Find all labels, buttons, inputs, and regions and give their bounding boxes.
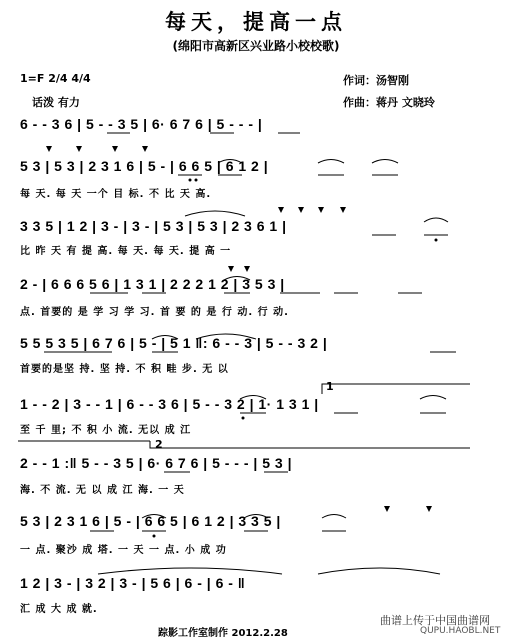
score-lyrics-row-6: 至 千 里; 不 积 小 流. 无以 成 江 — [20, 425, 192, 436]
slur-mark — [424, 218, 448, 222]
volta-second-label: 2 — [155, 438, 163, 451]
score-notes-row-5: 5 5 5 3 5 | 6 7 6 | 5 - | 5 1 ‖: 6 - - 3 | 5 - - 3 2 | — [20, 335, 328, 351]
octave-dot — [189, 179, 192, 182]
score-notes-row-8: 5 3 | 2 3 1 6 | 5 - | 6 6 5 | 6 1 2 | 3 3 5 | — [20, 513, 281, 529]
composer-credit: 作曲：蒋丹 文晓玲 — [343, 96, 435, 109]
slur-mark — [196, 334, 256, 339]
slur-mark — [420, 396, 446, 400]
volta-first-label: 1 — [326, 380, 334, 393]
slur-mark — [318, 160, 344, 164]
slur-mark — [240, 396, 266, 400]
watermark-text: 曲谱上传于中国曲谱网 — [380, 614, 490, 627]
score-lyrics-row-9: 汇 成 大 成 就. — [20, 604, 98, 615]
score-notes-row-9: 1 2 | 3 - | 3 2 | 3 - | 5 6 | 6 - | 6 - ‖ — [20, 575, 246, 591]
score-notes-row-7: 2 - - 1 :‖ 5 - - 3 5 | 6· 6 7 6 | 5 - - - | 5 3 | — [20, 455, 292, 471]
score-lyrics-row-7: 海. 不 流. 无 以 成 江 海. 一 天 — [20, 485, 185, 496]
watermark-url: QUPU.HAOBL.NET — [420, 626, 501, 636]
slur-mark — [322, 515, 346, 519]
octave-dot — [242, 417, 245, 420]
accent-mark — [112, 146, 118, 152]
score-lyrics-row-2: 每 天. 每 天 一个 目 标. 不 比 天 高. — [20, 189, 212, 200]
slur-mark — [372, 160, 398, 164]
slur-mark — [185, 211, 245, 216]
accent-mark — [426, 506, 432, 512]
score-lyrics-row-8: 一 点. 聚沙 成 塔. 一 天 一 点. 小 成 功 — [20, 545, 227, 556]
page-title: 每天，提高一点 — [165, 10, 347, 34]
accent-mark — [76, 146, 82, 152]
accent-mark — [278, 207, 284, 213]
accent-mark — [298, 207, 304, 213]
accent-mark — [340, 207, 346, 213]
accent-mark — [384, 506, 390, 512]
slur-mark — [224, 277, 250, 281]
score-notes-row-6: 1 - - 2 | 3 - - 1 | 6 - - 3 6 | 5 - - 3 2 | 1· 1 3 1 | — [20, 396, 319, 412]
octave-dot — [153, 535, 156, 538]
accent-mark — [228, 266, 234, 272]
volta-first-line — [322, 384, 470, 394]
octave-dot — [435, 239, 438, 242]
key-signature: 1=F 2/4 4/4 — [20, 72, 91, 85]
slur-mark — [318, 568, 440, 574]
tempo-marking: 话泼 有力 — [32, 96, 80, 109]
slur-mark — [98, 568, 282, 574]
page-subtitle: (绵阳市高新区兴业路小校校歌) — [172, 39, 340, 53]
score-lyrics-row-3: 比 昨 天 有 提 高. 每 天. 每 天. 提 高 一 — [20, 246, 232, 257]
score-lyrics-row-4: 点. 首要的 是 学 习 学 习. 首 要 的 是 行 动. 行 动. — [20, 307, 289, 318]
slur-mark — [152, 336, 178, 340]
accent-mark — [46, 146, 52, 152]
score-notes-row-4: 2 - | 6 6 6 5 6 | 1 3 1 | 2 2 2 1 2 | 3 5 3 | — [20, 276, 285, 292]
score-notes-row-3: 3 3 5 | 1 2 | 3 - | 3 - | 5 3 | 5 3 | 2 3 6 1 | — [20, 218, 287, 234]
footer-credit: 踪影工作室制作 2012.2.28 — [158, 628, 288, 639]
lyricist-credit: 作词：汤智刚 — [343, 74, 409, 87]
accent-mark — [318, 207, 324, 213]
volta-second-line — [150, 441, 470, 448]
accent-mark — [142, 146, 148, 152]
slur-mark — [142, 515, 166, 519]
slur-mark — [244, 515, 268, 519]
octave-dot — [195, 179, 198, 182]
score-notes-row-2: 5 3 | 5 3 | 2 3 1 6 | 5 - | 6 6 5 | 6 1 2 | — [20, 158, 269, 174]
accent-mark — [244, 266, 250, 272]
score-lyrics-row-5: 首要的是坚 持. 坚 持. 不 积 畦 步. 无 以 — [20, 364, 229, 375]
slur-mark — [218, 160, 242, 164]
score-notes-row-1: 6 - - 3 6 | 5 - - 3 5 | 6· 6 7 6 | 5 - - - | — [20, 116, 263, 132]
